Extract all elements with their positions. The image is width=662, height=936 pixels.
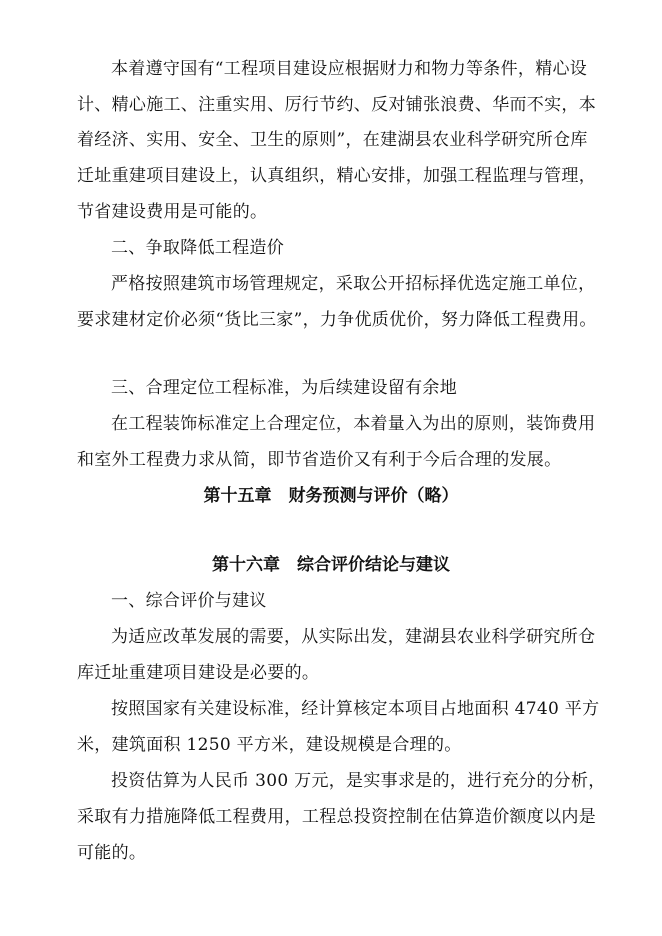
paragraph-1-line-2: 计、精心施工、注重实用、厉行节约、反对铺张浪费、华而不实，本 xyxy=(77,95,596,115)
paragraph-6-line-3: 可能的。 xyxy=(77,843,147,863)
paragraph-5-line-1: 按照国家有关建设标准，经计算核定本项目占地面积 4740 平方 xyxy=(111,699,600,719)
chapter-16-title: 第十六章 综合评价结论与建议 xyxy=(212,555,450,575)
paragraph-1-line-1: 本着遵守国有“工程项目建设应根据财力和物力等条件，精心设 xyxy=(111,59,588,79)
section-3-heading: 三、合理定位工程标准，为后续建设留有余地 xyxy=(111,378,457,398)
paragraph-3-line-2: 和室外工程费力求从简，即节省造价又有利于今后合理的发展。 xyxy=(77,450,562,470)
paragraph-1-line-5: 节省建设费用是可能的。 xyxy=(77,202,268,222)
paragraph-2-line-1: 严格按照建筑市场管理规定，采取公开招标择优选定施工单位， xyxy=(111,274,596,294)
paragraph-4-line-1: 为适应改革发展的需要，从实际出发，建湖县农业科学研究所仓 xyxy=(111,627,596,647)
paragraph-2-line-2: 要求建材定价必须“货比三家”，力争优质优价，努力降低工程费用。 xyxy=(77,310,597,330)
paragraph-5-line-2: 米，建筑面积 1250 平方米，建设规模是合理的。 xyxy=(77,735,462,755)
paragraph-1-line-4: 迁址重建项目建设上，认真组织，精心安排，加强工程监理与管理， xyxy=(77,166,596,186)
paragraph-6-line-1: 投资估算为人民币 300 万元，是实事求是的，进行充分的分析， xyxy=(111,771,606,791)
subsection-1-heading: 一、综合评价与建议 xyxy=(111,591,267,611)
paragraph-1-line-3: 着经济、实用、安全、卫生的原则”，在建湖县农业科学研究所仓库 xyxy=(77,130,588,150)
paragraph-6-line-2: 采取有力措施降低工程费用，工程总投资控制在估算造价额度以内是 xyxy=(77,807,596,827)
section-2-heading: 二、争取降低工程造价 xyxy=(111,238,284,258)
chapter-15-title: 第十五章 财务预测与评价（略） xyxy=(203,486,459,506)
paragraph-4-line-2: 库迁址重建项目建设是必要的。 xyxy=(77,663,320,683)
paragraph-3-line-1: 在工程装饰标准定上合理定位，本着量入为出的原则，装饰费用 xyxy=(111,414,596,434)
